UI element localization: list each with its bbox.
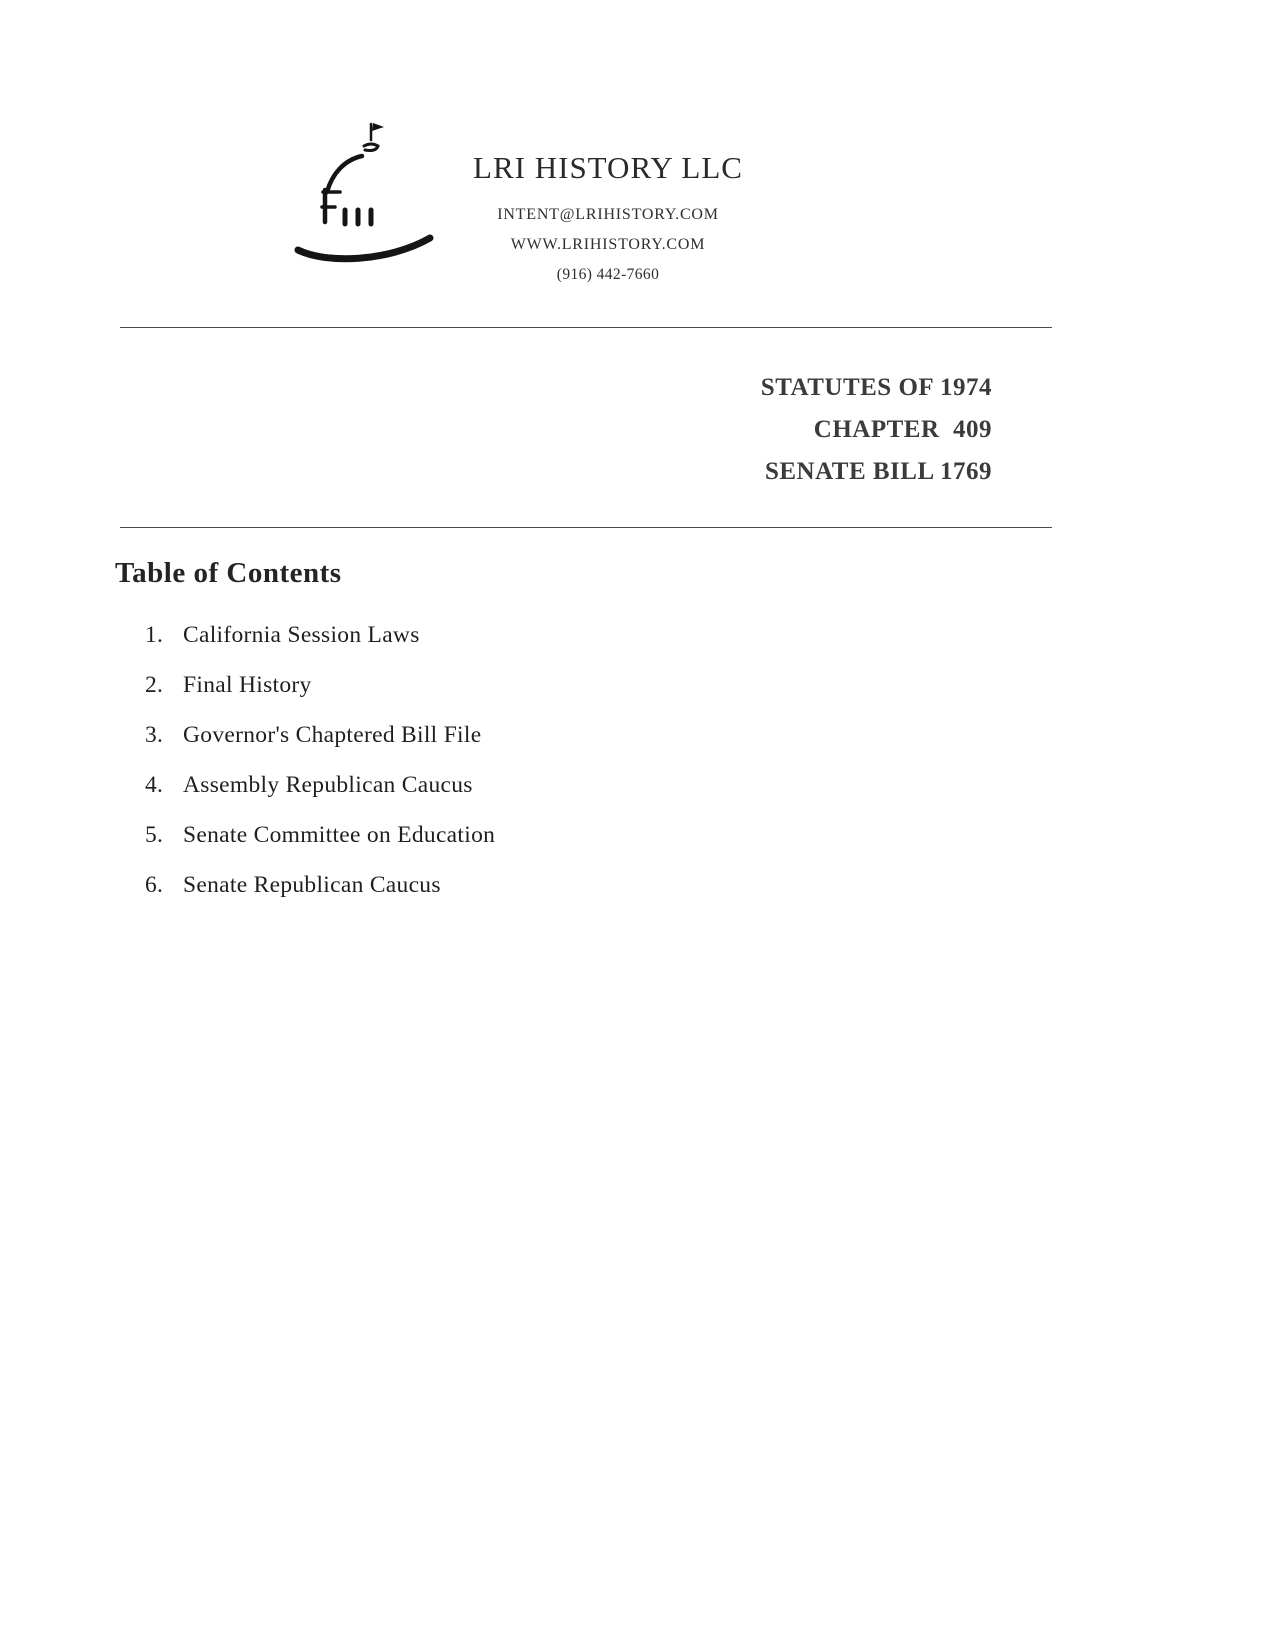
email-text: INTENT@LRIHISTORY.COM (497, 206, 719, 223)
toc-item (145, 672, 495, 699)
company-name: LRI HISTORY LLC (473, 150, 743, 185)
toc-item-number: 2. (145, 672, 164, 698)
website-text: WWW.LRIHISTORY.COM (510, 236, 706, 253)
statutes-chapter: CHAPTER 409 (813, 416, 992, 443)
statutes-year: STATUTES OF 1974 (760, 374, 992, 401)
toc-item (145, 872, 495, 899)
toc-item-label: Assembly Republican Caucus (183, 772, 473, 798)
toc-item-number: 1. (145, 622, 164, 648)
toc-item-number: 6. (145, 872, 164, 898)
toc-item (145, 822, 495, 849)
phone-text: (916) 442-7660 (556, 266, 660, 283)
letterhead (448, 150, 768, 290)
toc-item (145, 622, 495, 649)
toc-item-number: 3. (145, 722, 164, 748)
toc-item-label: Senate Republican Caucus (183, 872, 441, 898)
toc-item-label: California Session Laws (183, 622, 420, 648)
capitol-building-sketch-icon (292, 122, 442, 287)
statutes-block (761, 367, 992, 493)
toc-item-label: Senate Committee on Education (183, 822, 496, 848)
toc-heading: Table of Contents (115, 557, 342, 589)
toc-item-number: 5. (145, 822, 164, 848)
toc-item (145, 772, 495, 799)
toc-list (145, 622, 495, 922)
toc-item-number: 4. (145, 772, 164, 798)
statutes-senate-bill: SENATE BILL 1769 (764, 458, 992, 485)
toc-item-label: Governor's Chaptered Bill File (183, 722, 482, 748)
toc-item (145, 722, 495, 749)
toc-item-label: Final History (183, 672, 312, 698)
divider-bottom (120, 527, 1052, 528)
divider-top (120, 327, 1052, 328)
